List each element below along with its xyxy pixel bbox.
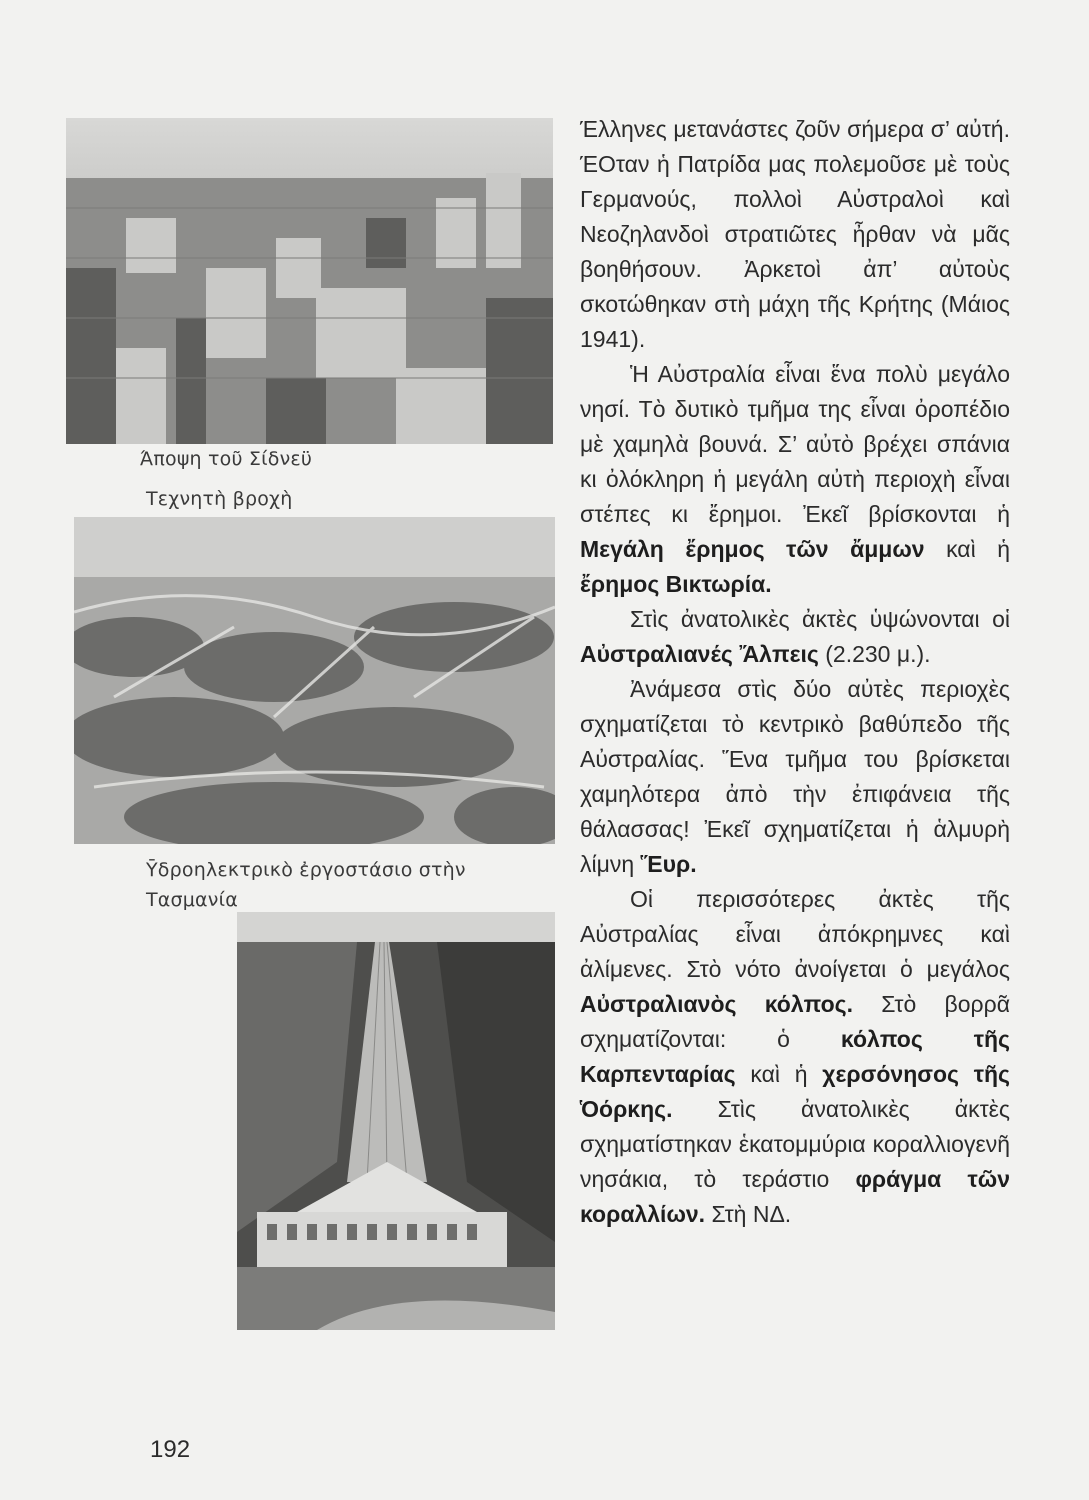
- sydney-photo: [66, 118, 553, 444]
- bold-term: Μεγάλη ἔρημος τῶν ἄμμων: [580, 536, 925, 562]
- text-run: Στὶς ἀνατολικὲς ἀκτὲς σχηματίστηκαν ἑκατομμύρια κοραλλιογενῆ νησάκια, τὸ τεράστιο: [580, 1096, 1010, 1192]
- bold-term: φράγμα τῶν κοραλλίων.: [580, 1166, 1010, 1227]
- text-run: καὶ ἡ: [735, 1061, 823, 1087]
- paragraph: [580, 882, 1010, 1232]
- bold-term: Ἕυρ.: [640, 851, 697, 877]
- text-run: (2.230 μ.).: [818, 641, 931, 667]
- bold-term: Αὐστραλιανὸς κόλπος.: [580, 991, 854, 1017]
- page-number: 192: [150, 1436, 191, 1463]
- caption-sydney: Άποψη τοῦ Σίδνεϋ: [140, 448, 313, 470]
- text-run: Έλληνες μετανάστες ζοῦν σήμερα σ’ αὐτή. ΈΟταν ἡ Πατρίδα μας πολεμοῦσε μὲ τοὺς Γερμανούς, πολλοὶ Αὐστραλοὶ καὶ Νεοζηλανδοὶ στρατιῶτες ἦρθαν νὰ μᾶς βοηθήσουν. Ἀρκετοὶ ἀπ’ αὐτοὺς σκοτώθηκαν στὴ μάχη τῆς Κρήτης (Μάιος 1941).: [580, 116, 1010, 352]
- hydro-photo: [237, 912, 555, 1330]
- bold-term: ἔρημος Βικτωρία.: [580, 571, 772, 597]
- text-run: Ἡ Αὐστραλία εἶναι ἕνα πολὺ μεγάλο νησί. Τὸ δυτικὸ τμῆμα της εἶναι ὀροπέδιο μὲ χαμηλὰ βουνά. Σ’ αὐτὸ βρέχει σπάνια κι ὀλόκληρη ἡ μεγάλη αὐτὴ περιοχὴ εἶναι στέπες κι ἔρημοι. Ἐκεῖ βρίσκονται ἡ: [580, 361, 1010, 527]
- caption-irrigation: Τεχνητὴ βροχὴ: [146, 488, 293, 510]
- text-run: Στὴ ΝΔ.: [705, 1201, 792, 1227]
- paragraph: [580, 672, 1010, 882]
- irrigation-photo: [74, 517, 555, 844]
- bold-term: χερσόνησος τῆς Ὁόρκης.: [580, 1061, 1010, 1122]
- bold-term: κόλπος τῆς Καρπενταρίας: [580, 1026, 1011, 1087]
- paragraph: [580, 112, 1010, 357]
- paragraph: [580, 357, 1010, 602]
- text-run: Στὸ βορρᾶ σχηματίζονται: ὁ: [580, 991, 1010, 1052]
- text-run: Στὶς ἀνατολικὲς ἀκτὲς ὑψώνονται οἱ: [630, 606, 1010, 632]
- paragraph: [580, 602, 1010, 672]
- caption-hydro: Ῡδροηλεκτρικὸ ἐργοστάσιο στὴν Τασμανία: [146, 859, 466, 911]
- body-text: [580, 112, 1010, 1232]
- text-run: Οἱ περισσότερες ἀκτὲς τῆς Αὐστραλίας εἶναι ἀπόκρημνες καὶ ἀλίμενες. Στὸ νότο ἀνοίγεται ὁ μεγάλος: [580, 886, 1010, 982]
- text-run: καὶ ἡ: [924, 536, 1010, 562]
- bold-term: Αὐστραλιανές Ἄλπεις: [580, 641, 819, 667]
- text-run: Ἀνάμεσα στὶς δύο αὐτὲς περιοχὲς σχηματίζεται τὸ κεντρικὸ βαθύπεδο τῆς Αὐστραλίας. Ἕνα τμῆμα του βρίσκεται χαμηλότερα ἀπὸ τὴν ἐπιφάνεια τῆς θάλασσας! Ἐκεῖ σχηματίζεται ἡ ἁλμυρὴ λίμνη: [580, 676, 1010, 877]
